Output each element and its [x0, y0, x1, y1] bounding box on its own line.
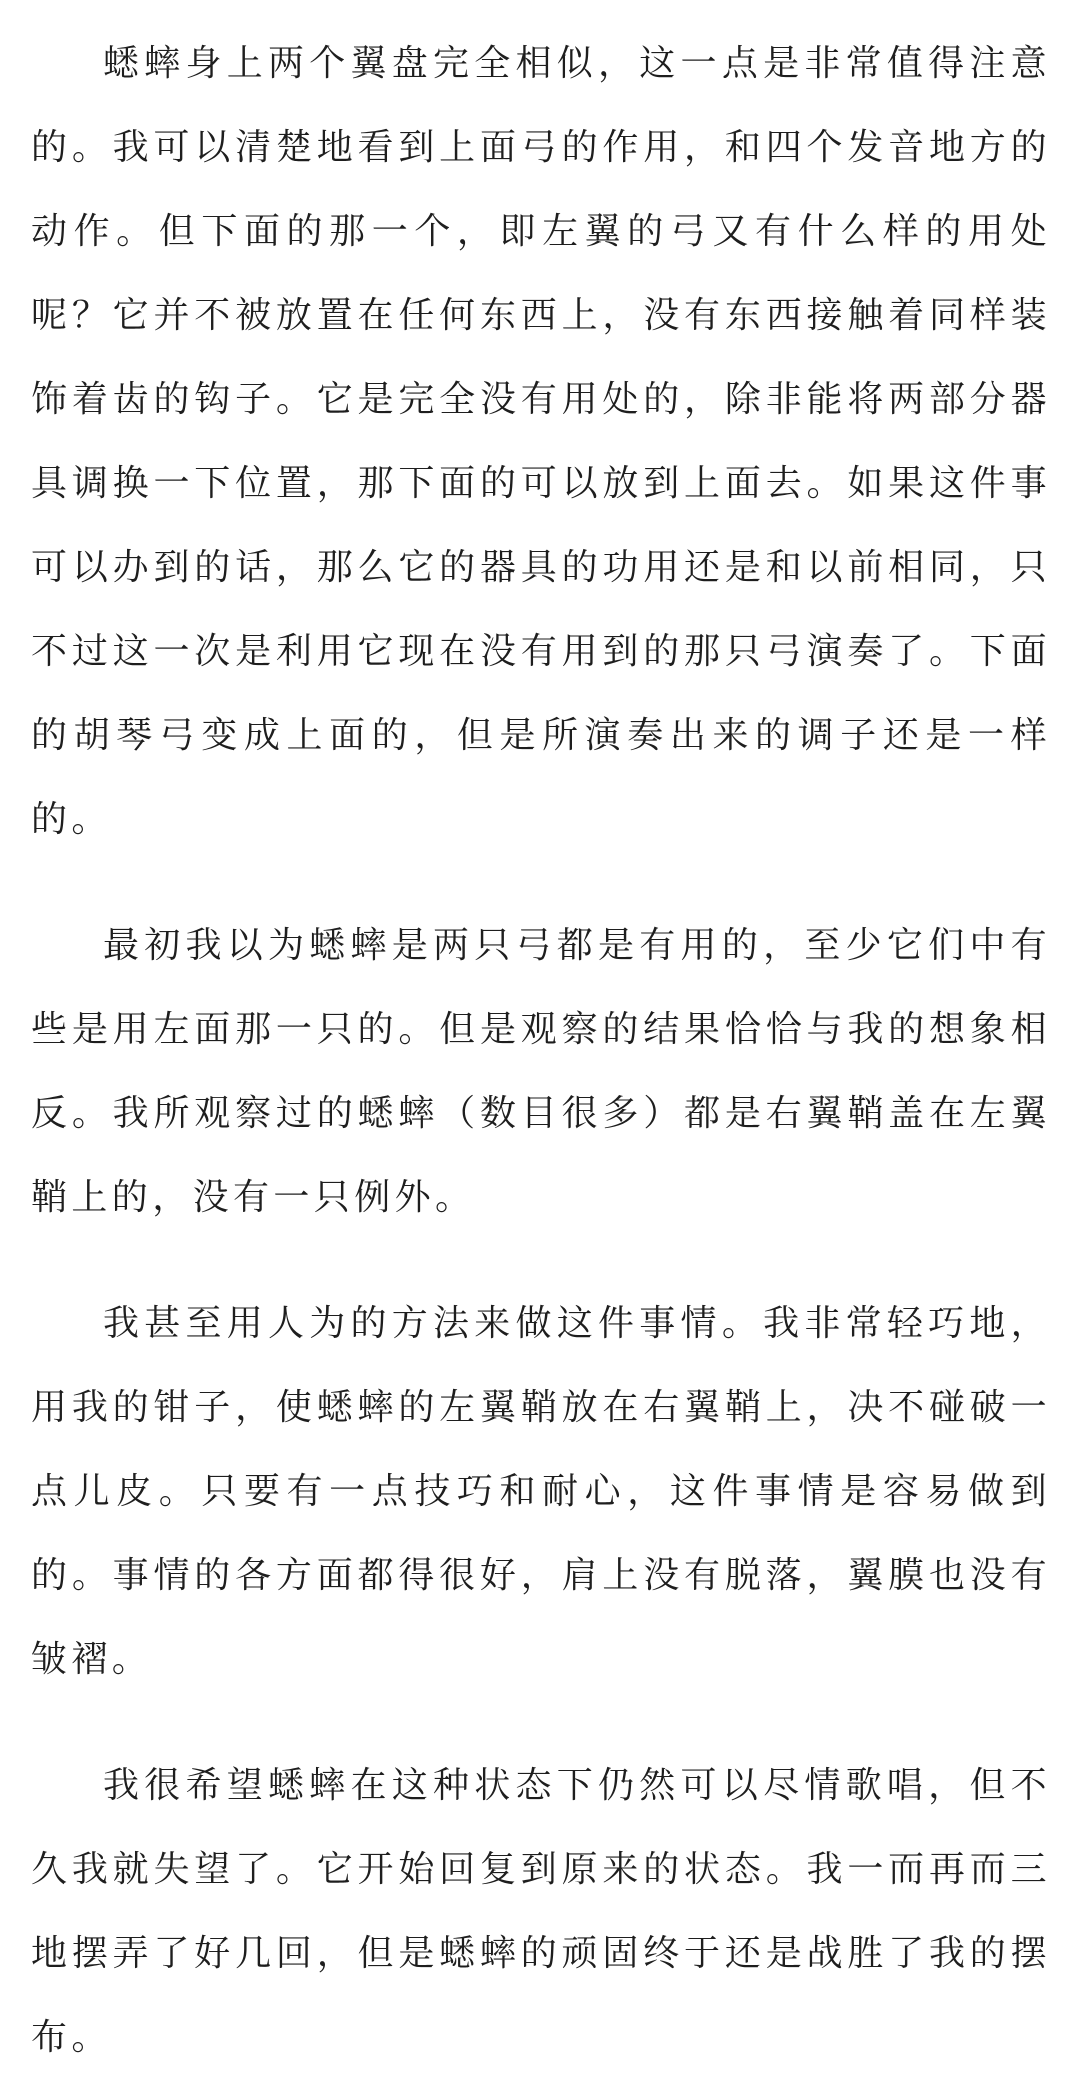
- article-body: [31, 22, 1051, 2080]
- paragraph-1: 蟋蟀身上两个翼盘完全相似，这一点是非常值得注意的。我可以清楚地看到上面弓的作用，和四个发音地方的动作。但下面的那一个，即左翼的弓又有什么样的用处呢？它并不被放置在任何东西上，没有东西接触着同样装饰着齿的钩子。它是完全没有用处的，除非能将两部分器具调换一下位置，那下面的可以放到上面去。如果这件事可以办到的话，那么它的器具的功用还是和以前相同，只不过这一次是利用它现在没有用到的那只弓演奏了。下面的胡琴弓变成上面的，但是所演奏出来的调子还是一样的。: [31, 43, 1051, 840]
- paragraph-spacer: [31, 1702, 1051, 1744]
- paragraph-spacer: [31, 1240, 1051, 1282]
- paragraph-spacer: [31, 862, 1051, 904]
- paragraph-3: 我甚至用人为的方法来做这件事情。我非常轻巧地，用我的钳子，使蟋蟀的左翼鞘放在右翼鞘上，决不碰破一点儿皮。只要有一点技巧和耐心，这件事情是容易做到的。事情的各方面都得很好，肩上没有脱落，翼膜也没有皱褶。: [31, 1303, 1051, 1680]
- paragraph-2: 最初我以为蟋蟀是两只弓都是有用的，至少它们中有些是用左面那一只的。但是观察的结果恰恰与我的想象相反。我所观察过的蟋蟀（数目很多）都是右翼鞘盖在左翼鞘上的，没有一只例外。: [31, 925, 1051, 1218]
- paragraph-4: 我很希望蟋蟀在这种状态下仍然可以尽情歌唱，但不久我就失望了。它开始回复到原来的状态。我一而再而三地摆弄了好几回，但是蟋蟀的顽固终于还是战胜了我的摆布。: [31, 1765, 1051, 2058]
